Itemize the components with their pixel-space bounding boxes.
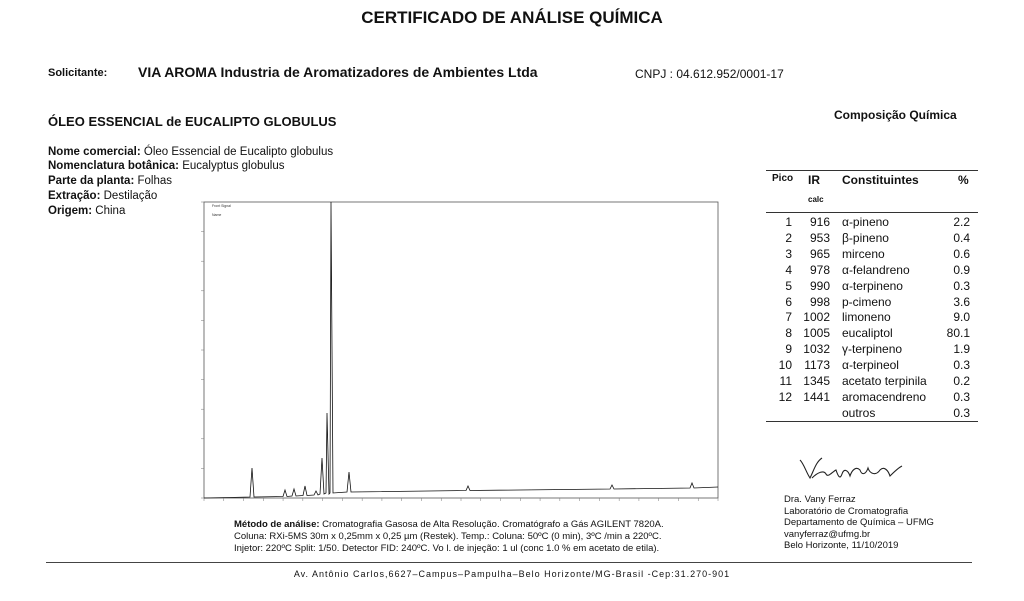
table-cell-ir: 953 bbox=[809, 230, 830, 245]
table-cell-ir: 965 bbox=[809, 246, 830, 261]
info-origem: Origem: China bbox=[48, 205, 126, 217]
table-cell-pct: 0.4 bbox=[953, 230, 970, 245]
info-extracao: Extração: Destilação bbox=[48, 190, 158, 202]
table-cell-name: limoneno bbox=[842, 310, 891, 325]
legend-name: Name bbox=[212, 213, 222, 217]
table-top-rule bbox=[766, 170, 978, 171]
table-cell-ir: 1345 bbox=[803, 374, 830, 388]
table-cell-name: α-felandreno bbox=[842, 262, 910, 277]
table-cell-pico: 1 bbox=[785, 215, 792, 229]
table-cell-name: α-terpineol bbox=[842, 358, 899, 373]
table-cell-ir: 1441 bbox=[803, 389, 830, 404]
certificate-title: CERTIFICADO DE ANÁLISE QUÍMICA bbox=[361, 8, 663, 27]
method-block bbox=[234, 519, 664, 555]
table-cell-name: mirceno bbox=[842, 246, 885, 261]
table-cell-pct: 0.2 bbox=[953, 374, 970, 388]
signatory-place-date: Belo Horizonte, 11/10/2019 bbox=[784, 540, 899, 551]
table-cell-pico: 12 bbox=[778, 389, 792, 404]
signature-image bbox=[796, 450, 906, 490]
table-cell-pct: 0.3 bbox=[953, 358, 970, 373]
legend-front-signal: Front Signal bbox=[212, 204, 231, 208]
table-cell-pico: 7 bbox=[785, 310, 792, 325]
signatory-dept: Departamento de Química – UFMG bbox=[784, 517, 934, 528]
table-cell-pico: 5 bbox=[785, 278, 792, 293]
col-header-pico: Pico bbox=[772, 173, 794, 184]
signatory-block bbox=[784, 494, 934, 552]
cnpj: CNPJ : 04.612.952/0001-17 bbox=[635, 67, 784, 81]
table-cell-pct: 9.0 bbox=[953, 310, 970, 325]
table-cell-pico: 6 bbox=[785, 294, 792, 309]
col-header-ir-sub: calc bbox=[808, 195, 824, 204]
table-cell-name: γ-terpineno bbox=[842, 342, 903, 357]
method-line-1: Método de análise: Cromatografia Gasosa de Alta Resolução. Cromatógrafo a Gás AGILENT 7820A. bbox=[234, 519, 664, 530]
table-cell-name: aromacendreno bbox=[842, 389, 927, 404]
composition-heading: Composição Química bbox=[834, 108, 957, 122]
signatory-name: Dra. Vany Ferraz bbox=[784, 494, 856, 505]
table-cell-pico: 3 bbox=[785, 246, 792, 261]
table-cell-pct: 80.1 bbox=[946, 326, 970, 341]
table-cell-pct: 2.2 bbox=[953, 215, 970, 229]
table-cell-pico: 4 bbox=[785, 262, 792, 277]
table-cell-pico: 2 bbox=[785, 230, 792, 245]
table-cell-pct: 1.9 bbox=[953, 342, 970, 357]
table-header-rule bbox=[766, 212, 978, 213]
solicitante-name: VIA AROMA Industria de Aromatizadores de Ambientes Ltda bbox=[138, 64, 538, 80]
method-line-2: Coluna: RXi-5MS 30m x 0,25mm x 0,25 µm (Restek). Temp.: Coluna: 50ºC (0 min), 3ºC /min a 220ºC. bbox=[234, 531, 662, 542]
table-cell-name: α-terpineno bbox=[842, 278, 903, 293]
table-cell-ir: 1002 bbox=[803, 310, 830, 325]
table-cell-ir: 916 bbox=[809, 215, 830, 229]
footer-address: Av. Antônio Carlos,6627–Campus–Pampulha–Belo Horizonte/MG-Brasil -Cep:31.270-901 bbox=[293, 569, 731, 579]
table-cell-pct: 3.6 bbox=[953, 294, 970, 309]
table-cell-pct: 0.3 bbox=[953, 405, 970, 420]
info-nome-comercial: Nome comercial: Óleo Essencial de Eucalipto globulus bbox=[48, 146, 334, 158]
product-title: ÓLEO ESSENCIAL de EUCALIPTO GLOBULUS bbox=[48, 114, 337, 129]
table-cell-pct: 0.9 bbox=[953, 262, 970, 277]
table-cell-pct: 0.3 bbox=[953, 278, 970, 293]
table-cell-ir: 978 bbox=[809, 262, 830, 277]
method-line-3: Injetor: 220ºC Split: 1/50. Detector FID: 240ºC. Vo l. de injeção: 1 ul (conc 1.0 % em acetato de etila). bbox=[234, 543, 660, 554]
table-cell-pico: 10 bbox=[778, 358, 792, 373]
table-cell-name: outros bbox=[842, 405, 876, 420]
table-cell-ir: 990 bbox=[809, 278, 830, 293]
table-cell-pico: 8 bbox=[785, 326, 792, 341]
chromatogram bbox=[190, 196, 738, 512]
solicitante-label: Solicitante: bbox=[48, 67, 108, 79]
table-cell-ir: 1005 bbox=[803, 326, 830, 341]
table-bottom-rule bbox=[766, 421, 978, 422]
table-cell-pico: 9 bbox=[785, 342, 792, 357]
col-header-ir: IR bbox=[808, 173, 820, 187]
table-cell-name: eucaliptol bbox=[842, 326, 893, 341]
col-header-pct: % bbox=[958, 173, 969, 187]
table-cell-ir: 998 bbox=[809, 294, 830, 309]
table-cell-ir: 1032 bbox=[803, 342, 830, 357]
table-cell-pct: 0.6 bbox=[953, 246, 970, 261]
signatory-email: vanyferraz@ufmg.br bbox=[784, 528, 871, 540]
table-cell-name: α-pineno bbox=[842, 215, 889, 229]
table-cell-pico: 11 bbox=[779, 374, 792, 388]
col-header-constituintes: Constituintes bbox=[842, 173, 919, 187]
footer-rule bbox=[46, 562, 972, 563]
table-cell-name: p-cimeno bbox=[842, 294, 892, 309]
table-cell-pct: 0.3 bbox=[953, 389, 970, 404]
table-cell-name: acetato terpinila bbox=[842, 374, 927, 388]
info-parte-planta: Parte da planta: Folhas bbox=[48, 175, 172, 187]
info-nomenclatura: Nomenclatura botânica: Eucalyptus globulus bbox=[48, 160, 285, 172]
table-cell-name: β-pineno bbox=[842, 230, 889, 245]
signatory-lab: Laboratório de Cromatografia bbox=[784, 505, 909, 517]
table-cell-ir: 1173 bbox=[804, 358, 830, 373]
